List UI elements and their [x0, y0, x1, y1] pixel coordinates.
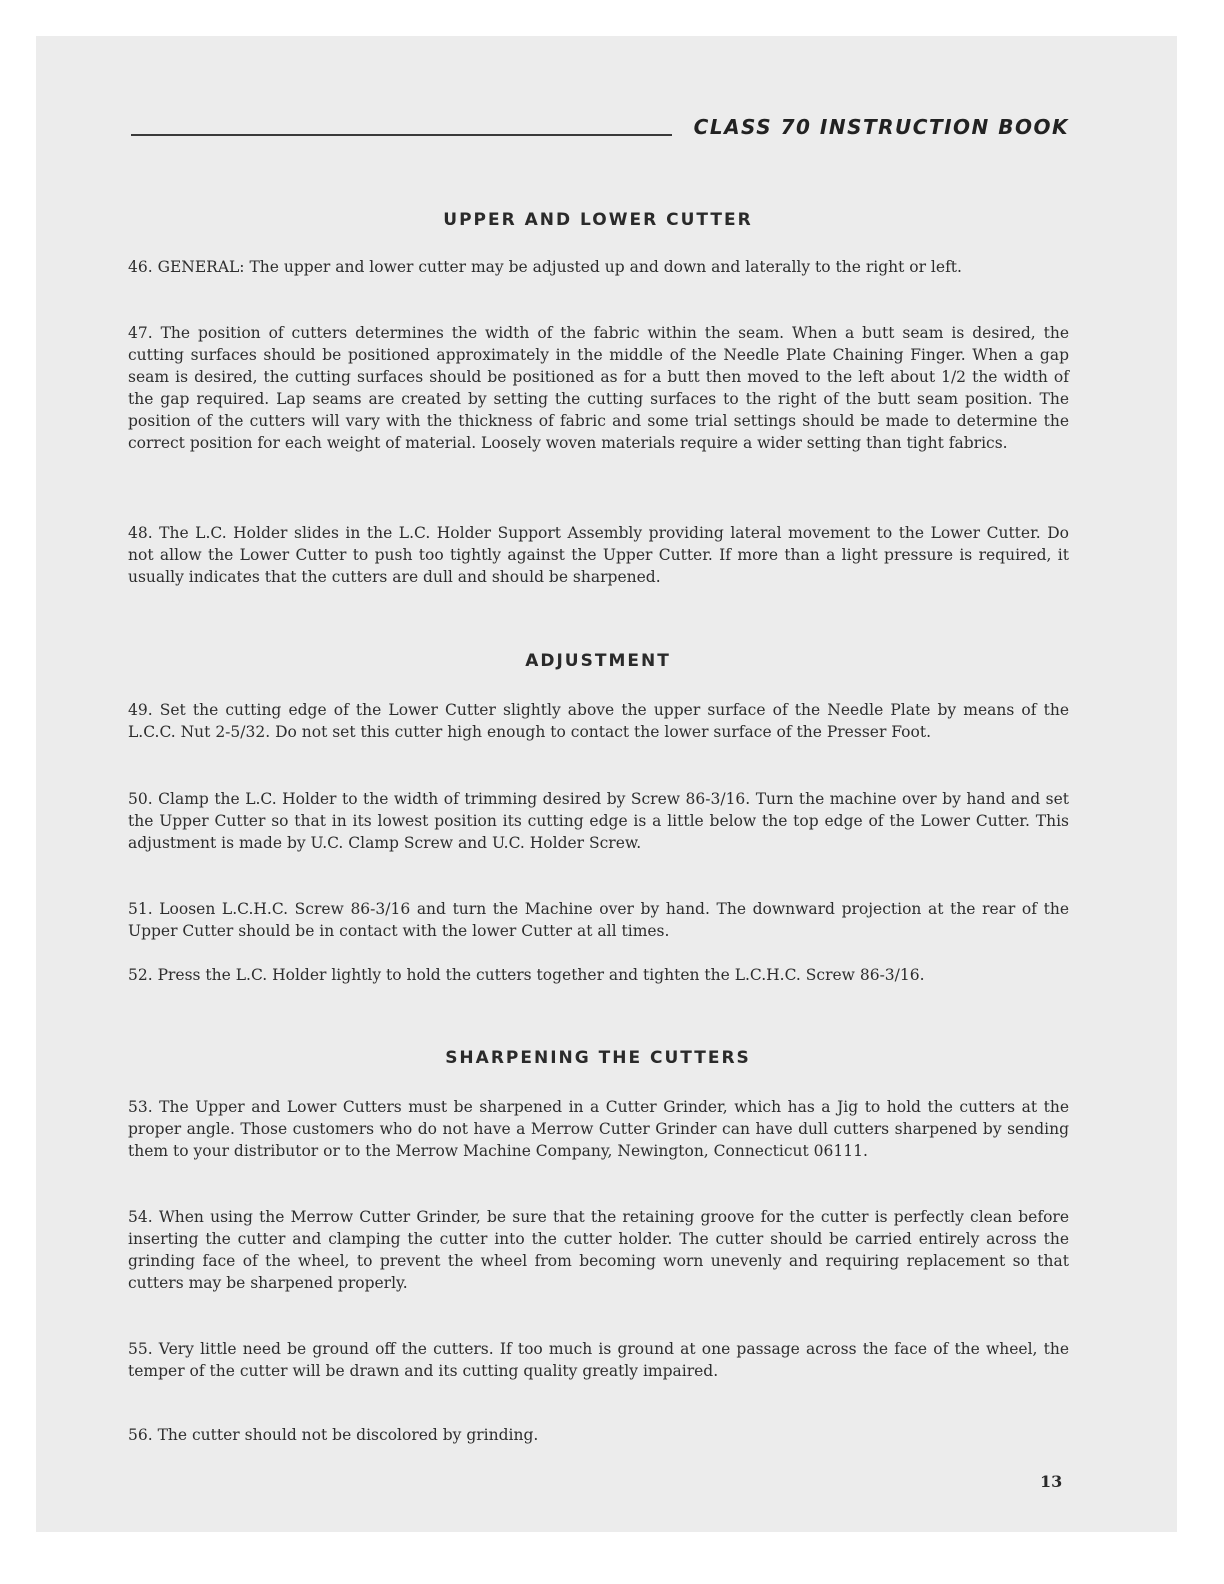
section-heading-sharpening-the-cutters: SHARPENING THE CUTTERS [445, 1048, 751, 1068]
section-heading-upper-lower-cutter: UPPER AND LOWER CUTTER [443, 210, 753, 230]
section-heading-adjustment: ADJUSTMENT [525, 651, 671, 671]
paragraph-47: 47. The position of cutters determines the width of the fabric within the seam. When a butt seam is desired, the cutting surfaces should be positioned approximately in the middle of the Needle Plate Chaining Finger. When a gap seam is desired, the cutting surfaces should be positioned as for a butt then moved to the left about 1/2 the width of the gap required. Lap seams are created by setting the cutting surfaces to the right of the butt seam position. The position of the cutters will vary with the thickness of fabric and some trial settings should be made to determine the correct position for each weight of material. Loosely woven materials require a wider setting than tight fabrics. [128, 324, 1069, 452]
header-rule [131, 134, 672, 136]
page-number: 13 [1040, 1472, 1063, 1491]
paragraph-54: 54. When using the Merrow Cutter Grinder, be sure that the retaining groove for the cutter is perfectly clean before inserting the cutter and clamping the cutter into the cutter holder. The cutter should be carried entirely across the grinding face of the wheel, to prevent the wheel from becoming worn unevenly and requiring replacement so that cutters may be sharpened properly. [128, 1208, 1069, 1292]
paragraph-52: 52. Press the L.C. Holder lightly to hold the cutters together and tighten the L.C.H.C. Screw 86-3/16. [128, 966, 925, 984]
running-header: CLASS 70 INSTRUCTION BOOK [693, 115, 1069, 139]
paragraph-51: 51. Loosen L.C.H.C. Screw 86-3/16 and turn the Machine over by hand. The downward projection at the rear of the Upper Cutter should be in contact with the lower Cutter at all times. [128, 900, 1069, 940]
paragraph-56: 56. The cutter should not be discolored by grinding. [128, 1426, 539, 1444]
paragraph-46: 46. GENERAL: The upper and lower cutter may be adjusted up and down and laterally to the right or left. [128, 258, 962, 276]
paragraph-50: 50. Clamp the L.C. Holder to the width of trimming desired by Screw 86-3/16. Turn the machine over by hand and set the Upper Cutter so that in its lowest position its cutting edge is a little below the top edge of the Lower Cutter. This adjustment is made by U.C. Clamp Screw and U.C. Holder Screw. [128, 790, 1069, 852]
paragraph-48: 48. The L.C. Holder slides in the L.C. Holder Support Assembly providing lateral movement to the Lower Cutter. Do not allow the Lower Cutter to push too tightly against the Upper Cutter. If more than a light pressure is required, it usually indicates that the cutters are dull and should be sharpened. [128, 524, 1069, 586]
paragraph-53: 53. The Upper and Lower Cutters must be sharpened in a Cutter Grinder, which has a Jig to hold the cutters at the proper angle. Those customers who do not have a Merrow Cutter Grinder can have dull cutters sharpened by sending them to your distributor or to the Merrow Machine Company, Newington, Connecticut 06111. [128, 1098, 1069, 1160]
paragraph-49: 49. Set the cutting edge of the Lower Cutter slightly above the upper surface of the Needle Plate by means of the L.C.C. Nut 2-5/32. Do not set this cutter high enough to contact the lower surface of the Presser Foot. [128, 701, 1069, 741]
paragraph-55: 55. Very little need be ground off the cutters. If too much is ground at one passage across the face of the wheel, the temper of the cutter will be drawn and its cutting quality greatly impaired. [128, 1340, 1069, 1380]
